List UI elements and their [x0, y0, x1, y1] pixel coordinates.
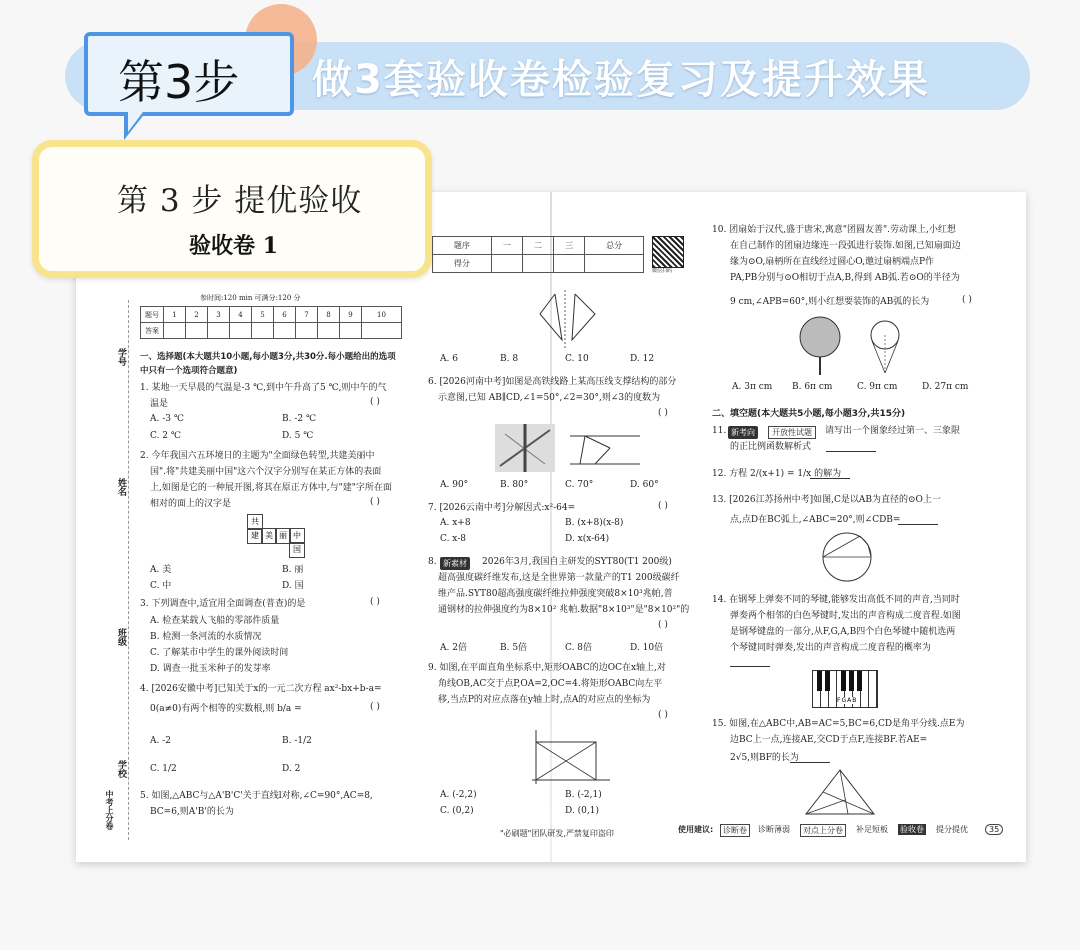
answer-cell[interactable]	[340, 323, 362, 339]
footer-step-2-desc: 补足短板	[856, 825, 888, 834]
answer-paren: ( )	[658, 501, 668, 511]
net-cell: 建	[247, 528, 263, 544]
piano-keyboard-figure	[812, 670, 878, 708]
q1-option-c: C. 2 ℃	[150, 431, 181, 441]
answer-table-row-label: 答案	[141, 323, 164, 339]
q14-text-1: 14. 在钢琴上弹奏不同的琴键,能够发出高低不同的声音,当同时	[712, 595, 960, 605]
q4-text-2: 0(a≠0)有两个相等的实数根,则 b/a =	[150, 704, 302, 714]
q10-option-c: C. 9π cm	[857, 382, 898, 392]
q4-text-1: 4. [2026安徽中考]已知关于x的一元二次方程 ax²-bx+b-a=	[140, 684, 382, 694]
answer-paren: ( )	[658, 408, 668, 418]
q11-text-2: 的正比例函数解析式	[730, 442, 812, 452]
answer-paren: ( )	[658, 620, 668, 630]
answer-table-col: 1	[164, 307, 186, 323]
q2-text-2: 国".将"共建美丽中国"这六个汉字分别写在某正方体的表面	[150, 467, 382, 477]
q12-text-1: 12. 方程 2/(x+1) = 1/x 的解为	[712, 469, 842, 479]
q6-option-c: C. 70°	[565, 480, 594, 490]
score-table-header: 总分	[585, 237, 644, 255]
q13-text-1: 13. [2026江苏扬州中考]如图,C是以AB为直径的⊙O上一	[712, 495, 941, 505]
q10-fan-figure	[795, 315, 935, 375]
q10-text-1: 10. 团扇始于汉代,盛于唐宋,寓意"团圆友善".劳动课上,小红想	[712, 225, 956, 235]
q4-option-c: C. 1/2	[150, 764, 177, 774]
new-material-badge: 新素材	[440, 557, 470, 570]
score-cell[interactable]	[554, 255, 585, 273]
q6-text-2: 示意图,已知 AB∥CD,∠1=50°,∠2=30°,则∠3的度数为	[438, 393, 661, 403]
section-choice-heading: 一、选择题(本大题共10小题,每小题3分,共30分.每小题给出的选项中只有一个选项符合题意)	[140, 352, 396, 376]
new-direction-badge: 新考向	[728, 426, 758, 439]
answer-cell[interactable]	[296, 323, 318, 339]
q6-photo-figure	[495, 424, 555, 472]
answer-cell[interactable]	[230, 323, 252, 339]
blank-line[interactable]	[810, 478, 850, 479]
q1-text-2: 温是	[150, 399, 169, 409]
q5-figure	[510, 290, 630, 350]
q8-option-d: D. 10倍	[630, 643, 664, 653]
q15-text-2: 边BC上一点,连接AE,交CD于点F,连接BF.若AE=	[730, 735, 928, 745]
tag-step-title: 第 3 步 提优验收	[117, 183, 363, 219]
tag-exam-title: 验收卷 1	[189, 233, 278, 259]
blank-line[interactable]	[790, 762, 830, 763]
blank-line[interactable]	[730, 666, 770, 667]
score-table	[432, 236, 644, 273]
net-cell: 丽	[275, 528, 291, 544]
middle-footer: "必刷题"团队研发,严禁复印盗印	[500, 829, 614, 838]
qr-caption: 微信扫码	[652, 268, 673, 274]
q3-option-a: A. 检查某载人飞船的零部件质量	[150, 616, 280, 626]
q5-option-d: D. 12	[630, 354, 655, 364]
open-question-badge: 开放性试题	[768, 426, 816, 439]
q1-option-a: A. -3 ℃	[150, 414, 184, 424]
q9-text-2: 角线OB,AC交于点P,OA=2,OC=4.将矩形OABC向左平	[438, 679, 663, 689]
answer-table-col: 3	[208, 307, 230, 323]
net-cell: 中	[289, 528, 305, 544]
answer-cell[interactable]	[186, 323, 208, 339]
answer-table-col: 10	[362, 307, 402, 323]
q2-text-3: 上,如图是它的一种展开图,将其在原正方体中,与"建"字所在面	[150, 483, 392, 493]
margin-label-student-id: 学号	[116, 348, 126, 366]
q8-option-c: C. 8倍	[565, 643, 593, 653]
q7-text-1: 7. [2026云南中考]分解因式:x²-64=	[428, 503, 576, 513]
answer-paren: ( )	[962, 295, 972, 305]
answer-cell[interactable]	[362, 323, 402, 339]
piano-key-labels: FGAB	[837, 697, 858, 704]
q8-number: 8.	[428, 557, 437, 567]
net-cell: 国	[289, 542, 305, 558]
q15-text-1: 15. 如图,在△ABC中,AB=AC=5,BC=6,CD是角平分线.点E为	[712, 719, 965, 729]
footer-step-1-desc: 诊断薄弱	[758, 825, 790, 834]
score-table-header: 题序	[433, 237, 492, 255]
q2-option-d: D. 国	[282, 581, 304, 591]
margin-label-school: 学校	[116, 760, 126, 778]
q3-option-c: C. 了解某市中学生的课外阅读时间	[150, 648, 289, 658]
answer-paren: ( )	[370, 397, 380, 407]
q14-text-3: 是钢琴键盘的一部分,从F,G,A,B四个白色琴键中随机选两	[730, 627, 956, 637]
q6-text-1: 6. [2026河南中考]如图是高铁线路上某高压线支撑结构的部分	[428, 377, 677, 387]
q3-option-d: D. 调查一批玉米种子的发芽率	[150, 664, 271, 674]
q9-option-a: A. (-2,2)	[440, 790, 477, 800]
blank-line[interactable]	[826, 451, 876, 452]
step-tag-card	[32, 140, 432, 278]
answer-paren: ( )	[370, 497, 380, 507]
score-cell[interactable]	[585, 255, 644, 273]
score-cell[interactable]	[522, 255, 553, 273]
blank-line[interactable]	[898, 524, 938, 525]
q8-option-a: A. 2倍	[440, 643, 467, 653]
q7-option-c: C. x-8	[440, 534, 466, 544]
margin-label-name: 姓名	[116, 478, 126, 496]
answer-paren: ( )	[658, 710, 668, 720]
q3-option-b: B. 检测一条河流的水质情况	[150, 632, 262, 642]
answer-cell[interactable]	[274, 323, 296, 339]
q6-option-d: D. 60°	[630, 480, 659, 490]
q8-text-1: 2026年3月,我国自主研发的SYT80(T1 200级)	[482, 557, 672, 567]
answer-table-col: 8	[318, 307, 340, 323]
q11-text-1: 请写出一个图象经过第一、三象限	[825, 426, 961, 436]
q5-option-a: A. 6	[440, 354, 458, 364]
q11-number: 11.	[712, 426, 727, 436]
q8-text-2: 超高强度碳纤维发布,这是全世界第一款量产的T1 200级碳纤	[438, 573, 680, 583]
q13-circle-figure	[812, 530, 882, 584]
q8-text-4: 通钢材的拉伸强度约为8×10² 兆帕.数据"8×10³"是"8×10²"的	[438, 605, 690, 615]
answer-cell[interactable]	[164, 323, 186, 339]
step-speech-bubble	[84, 32, 294, 116]
q14-text-2: 弹奏两个相邻的白色琴键时,发出的声音构成二度音程.如图	[730, 611, 961, 621]
answer-table-col: 7	[296, 307, 318, 323]
q10-text-5: 9 cm,∠APB=60°,则小红想要装饰的AB弧的长为	[730, 297, 930, 307]
q9-option-d: D. (0,1)	[565, 806, 599, 816]
net-cell: 美	[261, 528, 277, 544]
answer-cell[interactable]	[318, 323, 340, 339]
page-number: 35	[985, 824, 1003, 835]
answer-table-col: 5	[252, 307, 274, 323]
q3-text-1: 3. 下列调查中,适宜用全面调查(普查)的是	[140, 599, 306, 609]
answer-table-col: 9	[340, 307, 362, 323]
answer-paren: ( )	[370, 702, 380, 712]
score-cell[interactable]	[491, 255, 522, 273]
q2-option-a: A. 美	[150, 565, 172, 575]
q2-option-b: B. 丽	[282, 565, 304, 575]
q10-text-3: 缘为⊙O,扇柄所在直线经过圆心O,邀过扇柄端点P作	[730, 257, 935, 267]
answer-cell[interactable]	[208, 323, 230, 339]
q7-option-a: A. x+8	[440, 518, 471, 528]
q7-option-d: D. x(x-64)	[565, 534, 610, 544]
q6-diagram	[565, 428, 645, 470]
section-fill-heading: 二、填空题(本大题共5小题,每小题3分,共15分)	[712, 409, 906, 419]
score-table-header: 三	[554, 237, 585, 255]
answer-table-header: 题号	[141, 307, 164, 323]
answer-paren: ( )	[370, 597, 380, 607]
q4-option-b: B. -1/2	[282, 736, 312, 746]
q7-option-b: B. (x+8)(x-8)	[565, 518, 624, 528]
q9-option-b: B. (-2,1)	[565, 790, 602, 800]
q9-text-3: 移,当点P的对应点落在y轴上时,点A的对应点的坐标为	[438, 695, 651, 705]
q13-text-2: 点,点D在BC弧上,∠ABC=20°,则∠CDB=	[730, 515, 901, 525]
score-table-row-label: 得分	[433, 255, 492, 273]
q8-option-b: B. 5倍	[500, 643, 528, 653]
q1-option-b: B. -2 ℃	[282, 414, 317, 424]
q1-option-d: D. 5 ℃	[282, 431, 314, 441]
q10-option-d: D. 27π cm	[922, 382, 969, 392]
q8-text-3: 维产品.SYT80超高强度碳纤维拉伸强度突破8×10³兆帕,普	[438, 589, 673, 599]
answer-cell[interactable]	[252, 323, 274, 339]
margin-label-brand: 中考上分卷	[105, 790, 114, 830]
time-info: 参时间:120 min 可满分:120 分	[200, 294, 301, 302]
q5-option-b: B. 8	[500, 354, 519, 364]
step-label: 第3步	[118, 55, 240, 109]
q10-option-a: A. 3π cm	[732, 382, 773, 392]
q10-text-4: PA,PB分别与⊙O相切于点A,B,得到 AB弧.若⊙O的半径为	[730, 273, 960, 283]
q2-option-c: C. 中	[150, 581, 172, 591]
answer-table-col: 4	[230, 307, 252, 323]
banner-title: 做3套验收卷检验复习及提升效果	[312, 57, 930, 103]
q9-coordinate-figure	[522, 728, 612, 784]
q5-text-1: 5. 如图,△ABC与△A'B'C'关于直线l对称,∠C=90°,AC=8,	[140, 791, 373, 801]
q14-text-4: 个琴键同时弹奏,发出的声音构成二度音程的概率为	[730, 643, 931, 653]
q10-text-2: 在自己制作的团扇边缘连一段弧进行装饰.如图,已知扇面边	[730, 241, 961, 251]
q5-text-2: BC=6,则A'B'的长为	[150, 807, 234, 817]
q15-triangle-figure	[800, 768, 880, 818]
footer-step-2: 对点上分卷	[800, 824, 846, 837]
footer-step-3: 验收卷	[900, 825, 924, 834]
q5-option-c: C. 10	[565, 354, 589, 364]
q4-option-d: D. 2	[282, 764, 301, 774]
q4-option-a: A. -2	[150, 736, 171, 746]
net-cell: 共	[247, 514, 263, 530]
q9-option-c: C. (0,2)	[440, 806, 474, 816]
bubble-tail-inner	[128, 112, 143, 132]
footer-step-3-desc: 提分提优	[936, 825, 968, 834]
margin-label-class: 班级	[116, 628, 126, 646]
binding-line	[128, 300, 130, 840]
answer-table-col: 2	[186, 307, 208, 323]
q9-text-1: 9. 如图,在平面直角坐标系中,矩形OABC的边OC在x轴上,对	[428, 663, 666, 673]
footer-step-1: 诊断卷	[720, 824, 750, 837]
answer-table	[140, 306, 402, 339]
footer-usage-label: 使用建议:	[678, 825, 714, 834]
q1-text-1: 1. 某地一天早晨的气温是-3 ℃,到中午升高了5 ℃,则中午的气	[140, 383, 387, 393]
q15-text-3: 2√5,则BF的长为	[730, 753, 799, 763]
q6-option-b: B. 80°	[500, 480, 529, 490]
qr-code-icon	[652, 236, 684, 268]
answer-table-col: 6	[274, 307, 296, 323]
score-table-header: 一	[491, 237, 522, 255]
score-table-header: 二	[522, 237, 553, 255]
q10-option-b: B. 6π cm	[792, 382, 833, 392]
q2-text-4: 相对的面上的汉字是	[150, 499, 232, 509]
q6-option-a: A. 90°	[440, 480, 469, 490]
q2-text-1: 2. 今年我国六五环境日的主题为"全面绿色转型,共建美丽中	[140, 451, 375, 461]
